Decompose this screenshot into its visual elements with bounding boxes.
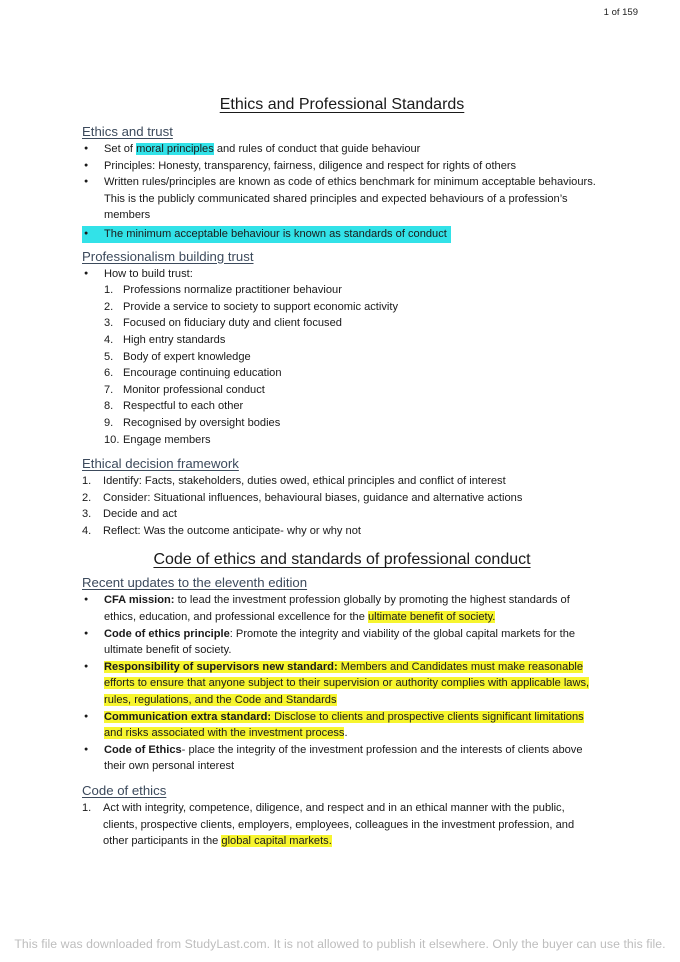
list-item: 5. Body of expert knowledge [104, 350, 251, 363]
ethics-trust-list [82, 141, 602, 243]
list-item: 2. Consider: Situational influences, behavioural biases, guidance and alternative actions [82, 491, 523, 504]
list-item: ● Code of Ethics- place the integrity of the investment profession and the interests of clients above their own personal interest [82, 742, 602, 775]
heading-recent-updates: Recent updates to the eleventh edition [82, 575, 308, 591]
updates-list [82, 592, 602, 775]
page-number: 1 of 159 [603, 7, 638, 18]
download-notice: This file was downloaded from StudyLast.com. It is not allowed to publish it elsewhere. Only the buyer can use this file. [14, 937, 666, 951]
heading-professionalism: Professionalism building trust [82, 248, 254, 264]
list-item: 4. High entry standards [104, 333, 226, 346]
list-item: ● Written rules/principles are known as code of ethics benchmark for minimum acceptable behaviours. This is the publicly communicated shared principles and expected behaviours of a profession’s members [82, 174, 602, 224]
list-item: 8. Respectful to each other [104, 400, 244, 413]
list-item: ● Communication extra standard: Disclose to clients and prospective clients significant limitations and risks associated with the investment process. [82, 709, 602, 742]
section-title-code: Code of ethics and standards of professional conduct [153, 551, 531, 569]
heading-ethics-trust: Ethics and trust [82, 124, 173, 139]
list-item: 3. Decide and act [82, 508, 178, 521]
list-item: 10. Engage members [104, 433, 211, 446]
list-item: 9. Recognised by oversight bodies [104, 416, 281, 429]
list-item: ● Set of moral principles and rules of conduct that guide behaviour [82, 141, 602, 158]
highlight: moral principles [136, 143, 214, 155]
list-item: ● Code of ethics principle: Promote the integrity and viability of the global capital markets for the ultimate benefit of society. [82, 626, 602, 659]
code-of-ethics-list [82, 800, 602, 850]
list-item: 6. Encourage continuing education [104, 367, 282, 380]
list-item: 7. Monitor professional conduct [104, 383, 265, 396]
professionalism-list [82, 266, 602, 283]
document-title: Ethics and Professional Standards [219, 96, 465, 113]
list-item: 1. Act with integrity, competence, diligence, and respect and in an ethical manner with the public, clients, prospective clients, employers, employees, colleagues in the investment profession, and other participants in the global capital markets. [82, 802, 575, 848]
heading-decision-framework: Ethical decision framework [82, 456, 239, 472]
list-item: ● Responsibility of supervisors new standard: Members and Candidates must make reasonable efforts to ensure that anyone subject to their supervision or authority complies with applicable laws, rules, regulations, and the Code and Standards [82, 659, 602, 709]
list-item: 1. Professions normalize practitioner behaviour [104, 284, 342, 297]
list-item: ● How to build trust: [82, 266, 602, 283]
list-item: ● Principles: Honesty, transparency, fairness, diligence and respect for rights of others [82, 158, 602, 175]
list-item: 4. Reflect: Was the outcome anticipate- why or why not [82, 524, 361, 537]
framework-list [82, 473, 602, 539]
trust-steps-list [104, 282, 602, 448]
highlight: global capital markets. [221, 835, 332, 848]
list-item: ● CFA mission: to lead the investment profession globally by promoting the highest standards of ethics, education, and professional excellence for the ultimate benefit of society. [82, 592, 602, 625]
heading-code-of-ethics: Code of ethics [82, 783, 167, 798]
list-item: 1. Identify: Facts, stakeholders, duties owed, ethical principles and conflict of interest [82, 475, 506, 488]
highlight: ultimate benefit of society. [367, 611, 496, 624]
document-body [82, 94, 602, 850]
list-item: ● The minimum acceptable behaviour is known as standards of conduct [82, 226, 451, 243]
list-item: 2. Provide a service to society to support economic activity [104, 300, 398, 313]
list-item: 3. Focused on fiduciary duty and client focused [104, 317, 342, 330]
